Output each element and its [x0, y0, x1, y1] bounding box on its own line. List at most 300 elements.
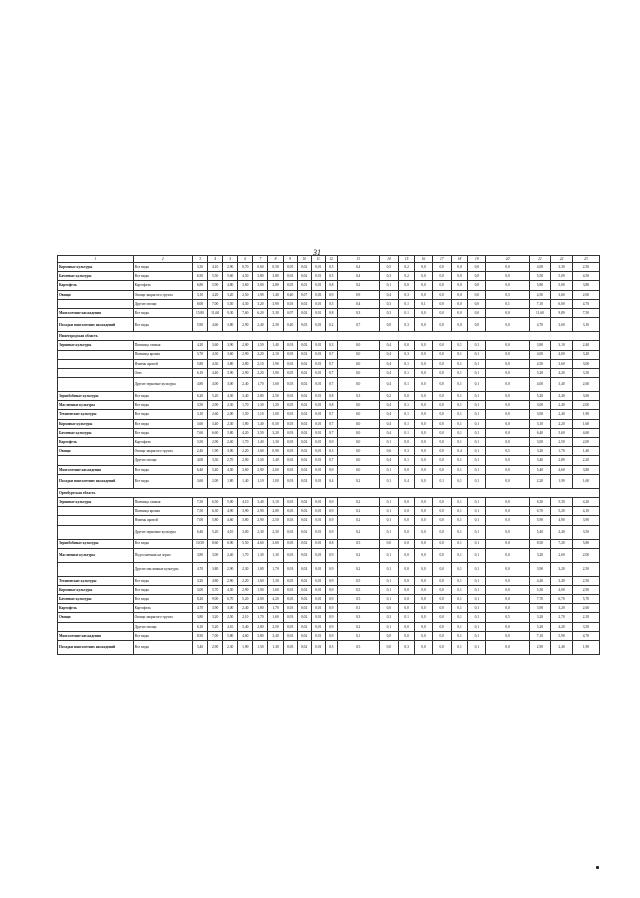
value-cell: 4,20	[572, 497, 599, 506]
value-cell: 1,70	[268, 604, 283, 613]
value-cell: 0,0	[486, 392, 529, 401]
table-row	[58, 318, 600, 332]
value-cell: 0,02	[297, 299, 311, 308]
value-cell: 2,40	[223, 438, 238, 447]
value-cell: 0,1	[399, 428, 415, 437]
value-cell: 4,70	[572, 299, 599, 308]
crop-type-cell: Все виды	[133, 272, 192, 281]
value-cell: 0,0	[486, 539, 529, 548]
value-cell: 2,70	[551, 613, 573, 622]
value-cell: 2,50	[551, 438, 573, 447]
value-cell: 2,40	[572, 341, 599, 350]
value-cell: 0,01	[311, 622, 325, 631]
value-cell: 0,1	[468, 419, 486, 428]
value-cell: 1,30	[253, 401, 268, 410]
value-cell: 0,0	[399, 562, 415, 576]
value-cell: 5,80	[223, 428, 238, 437]
value-cell: 0,4	[379, 401, 398, 410]
value-cell: 0,1	[451, 631, 467, 640]
crop-type-cell: Все виды	[133, 539, 192, 548]
value-cell: 3,20	[529, 548, 551, 562]
value-cell: 0,9	[325, 622, 337, 631]
value-cell: 0,01	[311, 641, 325, 655]
value-cell: 2,10	[238, 613, 253, 622]
value-cell: 3,80	[572, 465, 599, 474]
value-cell: 0,0	[415, 595, 432, 604]
crop-type-cell: Все виды	[133, 308, 192, 317]
value-cell: 5,50	[208, 272, 223, 281]
value-cell: 3,00	[572, 359, 599, 368]
value-cell: 3,60	[572, 392, 599, 401]
value-cell: 2,50	[572, 576, 599, 585]
value-cell: 3,40	[551, 378, 573, 392]
value-cell: 2,90	[253, 516, 268, 525]
value-cell: 2,50	[572, 562, 599, 576]
crop-type-cell: Овощи закрытого грунта	[133, 613, 192, 622]
crop-type-cell: Все виды	[133, 474, 192, 488]
value-cell: 0,7	[325, 378, 337, 392]
value-cell: 3,00	[223, 604, 238, 613]
value-cell: 6,20	[192, 392, 207, 401]
value-cell: 4,40	[529, 576, 551, 585]
value-cell: 0,1	[451, 539, 467, 548]
value-cell: 4,30	[208, 350, 223, 359]
value-cell: 2,20	[572, 456, 599, 465]
value-cell: 0,0	[432, 401, 451, 410]
value-cell: 0,0	[486, 507, 529, 516]
value-cell: 4,20	[551, 368, 573, 377]
value-cell: 0,01	[311, 368, 325, 377]
value-cell: 6,80	[192, 281, 207, 290]
value-cell: 0,1	[379, 497, 398, 506]
value-cell: 3,90	[223, 341, 238, 350]
value-cell: 0,9	[325, 585, 337, 594]
value-cell: 3,50	[192, 401, 207, 410]
value-cell: 0,1	[468, 585, 486, 594]
value-cell: 0,3	[379, 613, 398, 622]
value-cell: 0,0	[432, 613, 451, 622]
value-cell: 0,02	[297, 576, 311, 585]
value-cell: 1,00	[268, 410, 283, 419]
value-cell: 0,1	[468, 350, 486, 359]
value-cell: 4,50	[223, 585, 238, 594]
value-cell: 0,01	[311, 438, 325, 447]
value-cell: 0,1	[468, 507, 486, 516]
value-cell: 0,1	[379, 525, 398, 539]
table-row	[58, 401, 600, 410]
value-cell: 2,90	[253, 465, 268, 474]
value-cell: 0,1	[451, 392, 467, 401]
value-cell: 2,50	[268, 392, 283, 401]
table-row	[58, 613, 600, 622]
column-header: 11	[311, 256, 325, 263]
value-cell: 0,0	[486, 641, 529, 655]
column-header: 3	[192, 256, 207, 263]
value-cell: 0,03	[283, 392, 297, 401]
value-cell: 5,20	[238, 595, 253, 604]
value-cell: 0,01	[311, 516, 325, 525]
value-cell: 0,0	[432, 497, 451, 506]
value-cell: 2,30	[268, 525, 283, 539]
value-cell: 2,40	[238, 604, 253, 613]
value-cell: 7,50	[572, 308, 599, 317]
value-cell: 0,07	[297, 290, 311, 299]
value-cell: 0,1	[468, 474, 486, 488]
value-cell: 0,0	[486, 465, 529, 474]
value-cell: 2,90	[208, 401, 223, 410]
value-cell: 1,60	[268, 378, 283, 392]
value-cell: 0,0	[468, 299, 486, 308]
value-cell: 0,9	[325, 613, 337, 622]
value-cell: 0,02	[297, 539, 311, 548]
value-cell: 0,4	[379, 378, 398, 392]
value-cell: 0,0	[486, 419, 529, 428]
value-cell: 0,1	[468, 378, 486, 392]
value-cell: 3,80	[253, 272, 268, 281]
value-cell: 6,60	[208, 428, 223, 437]
value-cell: 0,9	[337, 290, 379, 299]
crop-type-cell: Другие овощи	[133, 622, 192, 631]
value-cell: 0,1	[379, 622, 398, 631]
value-cell: 0,9	[325, 438, 337, 447]
value-cell: 0,1	[451, 585, 467, 594]
value-cell: 1,50	[253, 341, 268, 350]
value-cell: 0,5	[325, 641, 337, 655]
value-cell: 0,0	[451, 318, 467, 332]
value-cell: 2,10	[253, 359, 268, 368]
value-cell: 1,60	[572, 474, 599, 488]
value-cell: 0,0	[486, 378, 529, 392]
value-cell: 0,0	[415, 604, 432, 613]
value-cell: 0,4	[379, 368, 398, 377]
value-cell: 0,03	[283, 447, 297, 456]
value-cell: 2,30	[253, 525, 268, 539]
value-cell: 0,1	[337, 604, 379, 613]
value-cell: 3,20	[572, 350, 599, 359]
value-cell: 0,0	[415, 641, 432, 655]
value-cell: 5,20	[551, 507, 573, 516]
value-cell: 0,50	[268, 263, 283, 272]
value-cell: 0,0	[337, 419, 379, 428]
value-cell: 5,40	[529, 465, 551, 474]
crop-group-cell: Бахчевые культуры	[58, 428, 134, 437]
value-cell: 2,90	[223, 263, 238, 272]
value-cell: 0,1	[486, 299, 529, 308]
value-cell: 0,1	[451, 516, 467, 525]
value-cell: 2,00	[572, 438, 599, 447]
value-cell: 0,01	[311, 281, 325, 290]
column-header: 6	[238, 256, 253, 263]
value-cell: 4,50	[572, 272, 599, 281]
table-row	[58, 576, 600, 585]
value-cell: 0,2	[325, 318, 337, 332]
table-row	[58, 516, 600, 525]
column-header: 17	[432, 256, 451, 263]
value-cell: 1,40	[268, 290, 283, 299]
value-cell: 3,60	[192, 419, 207, 428]
value-cell: 7,60	[192, 428, 207, 437]
value-cell: 3,50	[192, 438, 207, 447]
value-cell: 0,7	[325, 410, 337, 419]
value-cell: 0,0	[486, 359, 529, 368]
value-cell: 0,1	[451, 341, 467, 350]
value-cell: 4,00	[208, 378, 223, 392]
table-row	[58, 641, 600, 655]
table-row	[58, 562, 600, 576]
value-cell: 0,4	[379, 350, 398, 359]
value-cell: 2,00	[208, 474, 223, 488]
value-cell: 5,80	[208, 516, 223, 525]
value-cell: 0,0	[486, 308, 529, 317]
value-cell: 2,90	[238, 318, 253, 332]
value-cell: 0,03	[283, 622, 297, 631]
value-cell: 0,03	[283, 576, 297, 585]
value-cell: 0,0	[432, 428, 451, 437]
value-cell: 2,60	[208, 410, 223, 419]
value-cell: 0,0	[432, 539, 451, 548]
region-label: Нижегородская область	[58, 332, 600, 341]
value-cell: 0,03	[283, 410, 297, 419]
value-cell: 0,0	[432, 525, 451, 539]
value-cell: 0,0	[415, 341, 432, 350]
value-cell: 0,0	[432, 622, 451, 631]
value-cell: 5,50	[529, 272, 551, 281]
value-cell: 0,01	[311, 474, 325, 488]
value-cell: 0,0	[468, 281, 486, 290]
value-cell: 3,30	[208, 456, 223, 465]
value-cell: 0,1	[468, 359, 486, 368]
value-cell: 0,01	[311, 308, 325, 317]
value-cell: 0,01	[311, 548, 325, 562]
column-header: 16	[415, 256, 432, 263]
value-cell: 3,10	[529, 419, 551, 428]
value-cell: 5,20	[208, 525, 223, 539]
value-cell: 0,03	[283, 585, 297, 594]
value-cell: 0,01	[311, 299, 325, 308]
value-cell: 5,00	[223, 497, 238, 506]
value-cell: 2,90	[223, 576, 238, 585]
value-cell: 4,00	[192, 456, 207, 465]
value-cell: 0,5	[325, 263, 337, 272]
value-cell: 3,80	[572, 281, 599, 290]
value-cell: 7,70	[529, 595, 551, 604]
crop-group-cell: Овощи	[58, 613, 134, 622]
value-cell: 0,0	[337, 447, 379, 456]
crop-group-cell: Многолетние насаждения	[58, 465, 134, 474]
value-cell: 1,50	[253, 456, 268, 465]
value-cell: 0,0	[432, 410, 451, 419]
crop-group-cell: Бахчевые культуры	[58, 272, 134, 281]
value-cell: 8,50	[192, 631, 207, 640]
value-cell: 0,0	[468, 263, 486, 272]
value-cell: 0,1	[468, 548, 486, 562]
crop-group-cell: Посадки многолетних насаждений	[58, 641, 134, 655]
value-cell: 2,80	[268, 507, 283, 516]
value-cell: 0,0	[415, 378, 432, 392]
value-cell: 1,30	[268, 576, 283, 585]
value-cell: 0,2	[379, 392, 398, 401]
value-cell: 0,0	[415, 631, 432, 640]
value-cell: 7,10	[529, 631, 551, 640]
value-cell: 0,2	[337, 562, 379, 576]
value-cell: 0,0	[399, 604, 415, 613]
value-cell: 4,00	[253, 595, 268, 604]
value-cell: 2,90	[223, 562, 238, 576]
value-cell: 2,20	[253, 368, 268, 377]
value-cell: 0,1	[379, 438, 398, 447]
value-cell: 2,30	[223, 641, 238, 655]
value-cell: 2,90	[238, 368, 253, 377]
table-row	[58, 548, 600, 562]
value-cell: 7,50	[192, 497, 207, 506]
value-cell: 4,90	[551, 516, 573, 525]
value-cell: 0,0	[399, 438, 415, 447]
value-cell: 0,02	[297, 548, 311, 562]
value-cell: 2,00	[572, 548, 599, 562]
value-cell: 0,1	[399, 368, 415, 377]
crop-type-cell: Все виды	[133, 318, 192, 332]
value-cell: 0,4	[379, 428, 398, 437]
value-cell: 0,02	[297, 497, 311, 506]
value-cell: 0,0	[415, 622, 432, 631]
value-cell: 0,1	[379, 281, 398, 290]
value-cell: 4,80	[208, 576, 223, 585]
crop-group-cell: Картофель	[58, 438, 134, 447]
value-cell: 3,60	[551, 290, 573, 299]
value-cell: 0,0	[415, 447, 432, 456]
crop-type-cell: Ячмень яровой	[133, 359, 192, 368]
value-cell: 0,0	[415, 438, 432, 447]
value-cell: 0,1	[451, 641, 467, 655]
value-cell: 9,30	[223, 308, 238, 317]
table-row	[58, 465, 600, 474]
value-cell: 0,0	[399, 392, 415, 401]
crop-type-cell: Другие зерновые культуры	[133, 378, 192, 392]
value-cell: 4,00	[529, 263, 551, 272]
table-row	[58, 350, 600, 359]
crop-group-cell: Кормовые культуры	[58, 585, 134, 594]
value-cell: 0,7	[325, 359, 337, 368]
value-cell: 2,90	[208, 641, 223, 655]
value-cell: 6,40	[192, 525, 207, 539]
crop-group-cell: Посадки многолетних насаждений	[58, 318, 134, 332]
value-cell: 3,90	[223, 368, 238, 377]
crop-group-cell: Масличные культуры	[58, 401, 134, 410]
value-cell: 2,90	[208, 438, 223, 447]
value-cell: 0,5	[337, 539, 379, 548]
value-cell: 3,60	[551, 359, 573, 368]
crop-type-cell: Все виды	[133, 631, 192, 640]
value-cell: 0,9	[325, 516, 337, 525]
value-cell: 0,1	[399, 401, 415, 410]
value-cell: 0,1	[379, 507, 398, 516]
crop-type-cell: Картофель	[133, 604, 192, 613]
value-cell: 5,00	[551, 272, 573, 281]
value-cell: 0,0	[337, 341, 379, 350]
value-cell: 1,70	[551, 447, 573, 456]
value-cell: 0,0	[486, 595, 529, 604]
value-cell: 0,1	[337, 631, 379, 640]
value-cell: 2,80	[551, 456, 573, 465]
value-cell: 0,02	[297, 516, 311, 525]
value-cell: 6,00	[551, 299, 573, 308]
crop-group-cell: Зерновые культуры	[58, 341, 134, 350]
column-header: 14	[379, 256, 398, 263]
crop-group-cell: Многолетние насаждения	[58, 308, 134, 317]
value-cell: 3,20	[529, 447, 551, 456]
value-cell: 5,20	[208, 622, 223, 631]
value-cell: 0,1	[451, 465, 467, 474]
value-cell: 1,40	[238, 474, 253, 488]
value-cell: 0,0	[468, 290, 486, 299]
value-cell: 2,40	[551, 410, 573, 419]
value-cell: 3,80	[223, 359, 238, 368]
value-cell: 0,0	[337, 368, 379, 377]
value-cell: 1,30	[253, 548, 268, 562]
value-cell: 0,5	[379, 263, 398, 272]
value-cell: 0,03	[283, 516, 297, 525]
value-cell: 0,3	[399, 318, 415, 332]
value-cell: 0,03	[283, 525, 297, 539]
crop-group-cell	[58, 516, 134, 525]
value-cell: 0,0	[415, 562, 432, 576]
value-cell: 0,7	[325, 368, 337, 377]
table-row	[58, 263, 600, 272]
value-cell: 2,90	[572, 585, 599, 594]
value-cell: 0,5	[337, 585, 379, 594]
value-cell: 0,02	[297, 595, 311, 604]
value-cell: 4,40	[551, 525, 573, 539]
value-cell: 0,03	[283, 456, 297, 465]
value-cell: 0,03	[283, 419, 297, 428]
value-cell: 3,00	[238, 525, 253, 539]
value-cell: 3,60	[551, 318, 573, 332]
value-cell: 0,0	[432, 595, 451, 604]
value-cell: 0,0	[399, 497, 415, 506]
value-cell: 0,1	[451, 562, 467, 576]
value-cell: 0,0	[415, 474, 432, 488]
value-cell: 0,01	[311, 350, 325, 359]
value-cell: 0,01	[311, 585, 325, 594]
value-cell: 0,1	[451, 604, 467, 613]
value-cell: 0,03	[283, 341, 297, 350]
value-cell: 0,1	[451, 401, 467, 410]
value-cell: 0,0	[486, 350, 529, 359]
crop-group-cell: Зернобобовые культуры	[58, 539, 134, 548]
value-cell: 0,0	[337, 359, 379, 368]
value-cell: 0,0	[399, 281, 415, 290]
data-table	[57, 255, 600, 655]
value-cell: 7,50	[192, 507, 207, 516]
value-cell: 0,01	[311, 378, 325, 392]
value-cell: 3,20	[551, 562, 573, 576]
value-cell: 0,0	[399, 585, 415, 594]
crop-type-cell: Все виды	[133, 595, 192, 604]
value-cell: 0,0	[432, 368, 451, 377]
value-cell: 2,80	[268, 281, 283, 290]
value-cell: 0,1	[468, 497, 486, 506]
crop-group-cell: Технические культуры	[58, 410, 134, 419]
value-cell: 0,1	[468, 465, 486, 474]
value-cell: 0,2	[399, 263, 415, 272]
value-cell: 0,0	[415, 368, 432, 377]
table-row	[58, 392, 600, 401]
crop-type-cell: Другие зерновые культуры	[133, 525, 192, 539]
value-cell: 0,0	[379, 631, 398, 640]
value-cell: 3,50	[572, 622, 599, 631]
crop-group-cell	[58, 359, 134, 368]
value-cell: 0,40	[283, 290, 297, 299]
